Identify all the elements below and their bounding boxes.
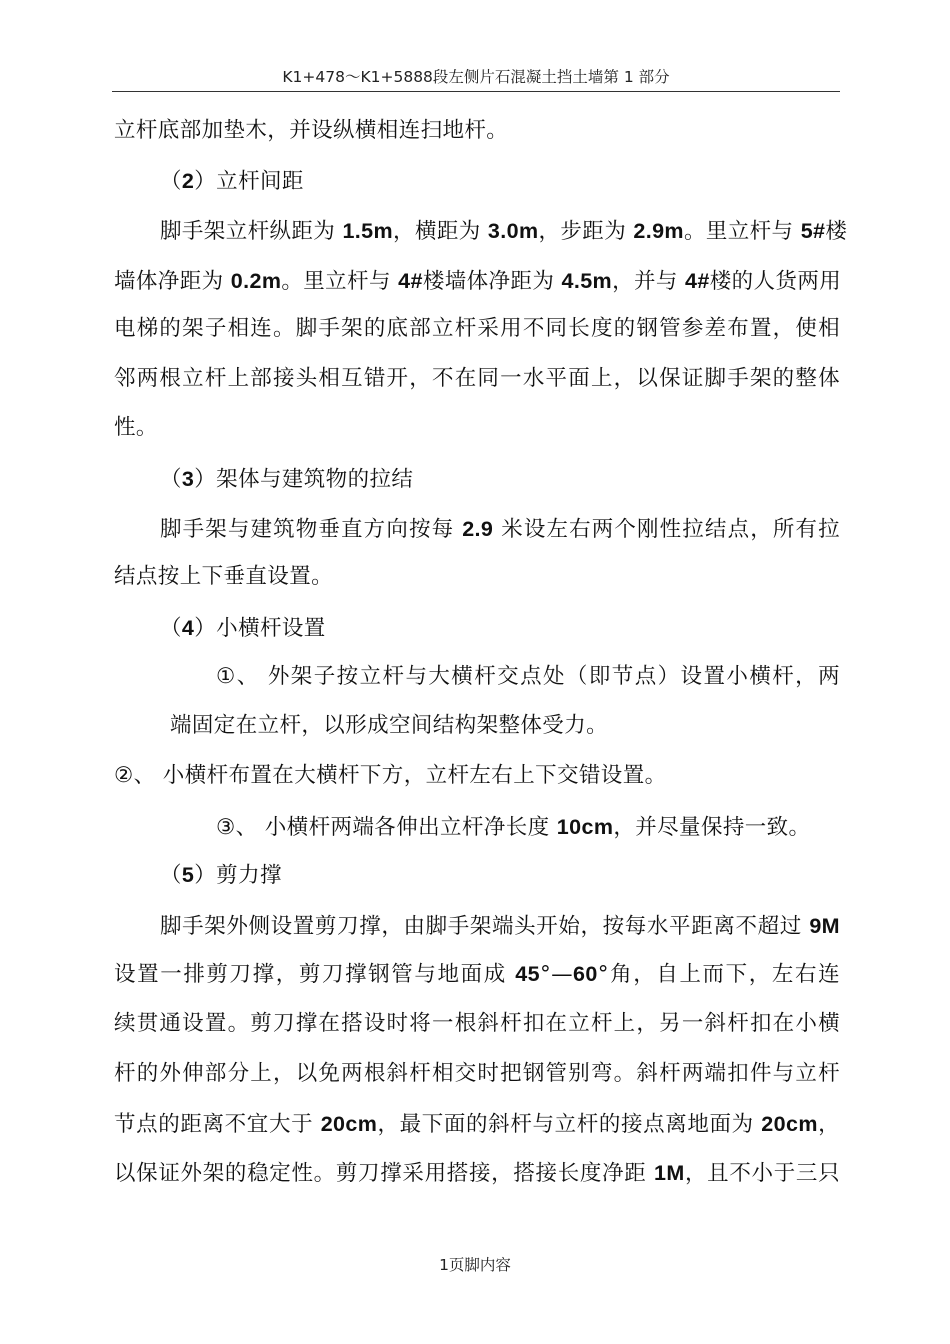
text-line: [160, 166, 840, 197]
bold-value: 3.0m: [487, 219, 539, 243]
header-rule: [112, 91, 840, 92]
text-line: [114, 413, 840, 443]
text-run: ，横距为: [393, 219, 488, 244]
text-line: [216, 662, 840, 692]
bold-value: 2.9m: [633, 219, 684, 243]
text-line: [160, 911, 840, 942]
text-run: 邻两根立杆上部接头相互错开，不在同一水平面上，以保证脚手架的整体: [114, 366, 840, 391]
bold-value: 2.9: [462, 517, 494, 541]
text-line: [114, 562, 840, 592]
text-run: ③、 小横杆两端各伸出立杆净长度: [216, 815, 557, 840]
text-run: 墙体净距为: [114, 269, 231, 294]
text-run: （: [160, 467, 182, 492]
text-run: ）剪力撑: [194, 863, 282, 888]
text-line: [114, 266, 840, 297]
bold-value: 4.5m: [561, 269, 613, 293]
text-line: [114, 761, 840, 791]
bold-value: 60: [573, 962, 598, 986]
text-line: [114, 314, 840, 344]
bold-value: 5: [181, 863, 195, 887]
text-line: [114, 959, 840, 990]
text-run: 性。: [114, 415, 158, 440]
text-run: ）小横杆设置: [194, 616, 326, 641]
bold-value: 4#: [398, 269, 423, 293]
text-run: ①、 外架子按立杆与大横杆交点处（即节点）设置小横杆，两: [216, 664, 840, 689]
text-run: 端固定在立杆，以形成空间结构架整体受力。: [170, 713, 609, 738]
text-run: ，并尽量保持一致。: [613, 815, 811, 840]
text-run: 立杆底部加垫木，并设纵横相连扫地杆。: [114, 118, 509, 143]
text-run: ，最下面的斜杆与立杆的接点离地面为: [377, 1112, 762, 1137]
bold-value: 4: [181, 616, 195, 640]
bold-value: 5#: [800, 219, 826, 243]
text-run: 。里立杆与: [683, 219, 801, 244]
text-line: [160, 860, 840, 891]
text-line: [160, 613, 840, 644]
text-run: ）架体与建筑物的拉结: [194, 467, 414, 492]
text-run: ，且不小于三只: [684, 1161, 840, 1186]
bold-value: 1.5m: [342, 219, 394, 243]
text-line: [160, 464, 840, 495]
text-run: 。里立杆与: [281, 269, 399, 294]
text-run: 以保证外架的稳定性。剪刀撑采用搭接，搭接长度净距: [114, 1161, 655, 1186]
page-header: K1+478～K1+5888段左侧片石混凝土挡土墙第 1 部分: [282, 68, 670, 86]
text-line: [170, 711, 840, 741]
text-run: （: [160, 169, 182, 194]
text-run: 电梯的架子相连。脚手架的底部立杆采用不同长度的钢管参差布置，使相: [114, 316, 840, 341]
text-run: 脚手架与建筑物垂直方向按每: [160, 517, 463, 542]
text-line: [216, 812, 840, 843]
bold-value: 1M: [654, 1161, 685, 1185]
text-run: ，步距为: [538, 219, 634, 244]
text-line: [114, 1158, 840, 1189]
text-run: °—: [539, 962, 574, 987]
text-line: [114, 116, 840, 146]
text-run: 续贯通设置。剪刀撑在搭设时将一根斜杆扣在立杆上，另一斜杆扣在小横: [114, 1011, 840, 1036]
text-run: 楼: [825, 219, 848, 244]
bold-value: 2: [181, 169, 195, 193]
text-run: 结点按上下垂直设置。: [114, 564, 334, 589]
text-run: ，并与: [612, 269, 686, 294]
text-run: 脚手架立杆纵距为: [160, 219, 343, 244]
text-run: 脚手架外侧设置剪刀撑，由脚手架端头开始，按每水平距离不超过: [160, 914, 810, 939]
bold-value: 0.2m: [230, 269, 282, 293]
bold-value: 9M: [809, 914, 840, 938]
text-line: [114, 364, 840, 394]
text-run: 杆的外伸部分上，以免两根斜杆相交时把钢管别弯。斜杆两端扣件与立杆: [114, 1061, 840, 1086]
bold-value: 20cm: [761, 1112, 818, 1136]
bold-value: 20cm: [320, 1112, 378, 1136]
text-line: [114, 1009, 840, 1039]
bold-value: 4#: [685, 269, 710, 293]
text-line: [114, 1109, 840, 1140]
text-run: （: [160, 863, 182, 888]
text-line: [114, 1059, 840, 1089]
bold-value: 3: [181, 467, 195, 491]
text-run: ②、 小横杆布置在大横杆下方，立杆左右上下交错设置。: [114, 763, 667, 788]
page-footer: 1页脚内容: [439, 1256, 511, 1274]
text-line: [160, 514, 840, 545]
text-run: 设置一排剪刀撑，剪刀撑钢管与地面成: [114, 962, 516, 987]
bold-value: 45: [515, 962, 540, 986]
bold-value: 10cm: [556, 815, 614, 839]
text-run: 楼墙体净距为: [422, 269, 562, 294]
text-run: °角，自上而下，左右连: [597, 962, 840, 987]
text-run: 米设左右两个刚性拉结点，所有拉: [493, 517, 840, 542]
text-line: [160, 216, 848, 247]
text-run: 楼的人货两用: [709, 269, 842, 294]
text-run: ，: [817, 1112, 840, 1137]
text-run: （: [160, 616, 182, 641]
text-run: ）立杆间距: [194, 169, 304, 194]
text-run: 节点的距离不宜大于: [114, 1112, 321, 1137]
